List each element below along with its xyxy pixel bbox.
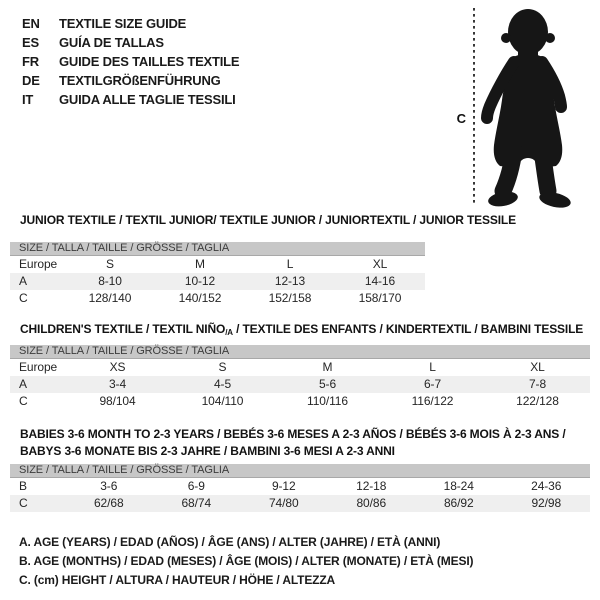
baby-silhouette-icon xyxy=(487,9,572,210)
language-code: IT xyxy=(22,92,34,107)
size-cell: XS xyxy=(109,360,126,374)
table-row xyxy=(10,359,590,376)
size-cell: 116/122 xyxy=(411,394,454,408)
size-header-bar: SIZE / TALLA / TAILLE / GRÖSSE / TAGLIA xyxy=(10,464,590,478)
size-cell: 10-12 xyxy=(184,274,216,288)
size-cell: XL xyxy=(530,360,545,374)
row-label: C xyxy=(19,394,28,408)
language-row xyxy=(22,52,239,71)
language-row xyxy=(22,33,239,52)
size-cell: M xyxy=(195,257,205,271)
babies-title-line2: BABYS 3-6 MONATE BIS 2-3 JAHRE / BAMBINI 3-6 MESI A 2-3 ANNI xyxy=(20,444,395,458)
baby-height-figure xyxy=(440,0,600,212)
size-cell: 24-36 xyxy=(531,479,562,493)
children-title-prefix: CHILDREN'S TEXTILE / TEXTIL NIÑO xyxy=(20,322,226,336)
language-code: FR xyxy=(22,54,39,69)
size-cell: XL xyxy=(372,257,388,271)
footnote-a: A. AGE (YEARS) / EDAD (AÑOS) / ÂGE (ANS) / ALTER (JAHRE) / ETÀ (ANNI) xyxy=(19,535,441,549)
size-cell: 98/104 xyxy=(99,394,136,408)
row-label: C xyxy=(19,496,28,510)
children-title-subscript: /A xyxy=(225,328,233,337)
size-cell: L xyxy=(286,257,294,271)
size-cell: 8-10 xyxy=(98,274,122,288)
size-cell: 92/98 xyxy=(531,496,562,510)
size-cell: M xyxy=(322,360,333,374)
size-cell: 12-13 xyxy=(274,274,306,288)
size-cell: 80/86 xyxy=(356,496,387,510)
language-title: TEXTILE SIZE GUIDE xyxy=(59,16,187,31)
size-cell: S xyxy=(106,257,114,271)
language-list xyxy=(22,14,239,109)
size-cell: 128/140 xyxy=(88,291,132,305)
babies-title-line1: BABIES 3-6 MONTH TO 2-3 YEARS / BEBÉS 3-6 MESES A 2-3 AÑOS / BÉBÉS 3-6 MOIS À 2-3 ANS / xyxy=(20,427,566,441)
size-cell: 18-24 xyxy=(443,479,474,493)
size-cell: 152/158 xyxy=(268,291,312,305)
size-cell: 6-9 xyxy=(187,479,205,493)
babies-size-table xyxy=(10,464,590,512)
language-row xyxy=(22,14,239,33)
size-header-bar: SIZE / TALLA / TAILLE / GRÖSSE / TAGLIA xyxy=(10,242,425,256)
size-cell: 140/152 xyxy=(178,291,222,305)
children-size-table xyxy=(10,345,590,410)
size-cell: 4-5 xyxy=(213,377,232,391)
table-row xyxy=(10,256,425,273)
language-title: GUÍA DE TALLAS xyxy=(59,35,164,50)
language-code: EN xyxy=(22,16,40,31)
size-cell: 122/128 xyxy=(516,394,559,408)
table-row xyxy=(10,393,590,410)
language-row xyxy=(22,90,239,109)
table-row xyxy=(10,290,425,307)
row-label: B xyxy=(19,479,27,493)
size-cell: L xyxy=(429,360,436,374)
size-cell: 7-8 xyxy=(528,377,547,391)
language-title: GUIDA ALLE TAGLIE TESSILI xyxy=(59,92,236,107)
size-cell: 5-6 xyxy=(318,377,337,391)
height-label-c: C xyxy=(456,111,466,126)
language-code: ES xyxy=(22,35,39,50)
row-label: A xyxy=(19,274,27,288)
size-cell: 3-4 xyxy=(108,377,127,391)
children-table-title xyxy=(20,322,583,337)
size-cell: 3-6 xyxy=(100,479,118,493)
table-row xyxy=(10,495,590,512)
footnote-c: C. (cm) HEIGHT / ALTURA / HAUTEUR / HÖHE / ALTEZZA xyxy=(19,573,336,587)
children-title-suffix: / TEXTILE DES ENFANTS / KINDERTEXTIL / BAMBINI TESSILE xyxy=(232,322,584,336)
size-cell: 74/80 xyxy=(268,496,299,510)
language-title: TEXTILGRÖßENFÜHRUNG xyxy=(59,73,221,88)
size-cell: 158/170 xyxy=(358,291,402,305)
size-cell: 86/92 xyxy=(443,496,474,510)
junior-size-table xyxy=(10,242,425,307)
footnote-b: B. AGE (MONTHS) / EDAD (MESES) / ÂGE (MOIS) / ALTER (MONATE) / ETÀ (MESI) xyxy=(19,554,474,568)
size-cell: S xyxy=(218,360,227,374)
size-cell: 14-16 xyxy=(364,274,396,288)
table-row xyxy=(10,376,590,393)
size-cell: 110/116 xyxy=(307,394,348,408)
size-cell: 9-12 xyxy=(271,479,296,493)
size-header-bar: SIZE / TALLA / TAILLE / GRÖSSE / TAGLIA xyxy=(10,345,590,359)
size-cell: 12-18 xyxy=(356,479,387,493)
row-label: C xyxy=(19,291,28,305)
language-code: DE xyxy=(22,73,40,88)
row-label: Europe xyxy=(19,257,58,271)
size-cell: 68/74 xyxy=(181,496,212,510)
junior-table-title: JUNIOR TEXTILE / TEXTIL JUNIOR/ TEXTILE JUNIOR / JUNIORTEXTIL / JUNIOR TESSILE xyxy=(20,213,516,227)
language-title: GUIDE DES TAILLES TEXTILE xyxy=(59,54,240,69)
row-label: Europe xyxy=(19,360,58,374)
size-cell: 6-7 xyxy=(423,377,442,391)
size-cell: 104/110 xyxy=(201,394,244,408)
footnotes xyxy=(19,533,473,590)
row-label: A xyxy=(19,377,27,391)
table-row xyxy=(10,478,590,495)
language-row xyxy=(22,71,239,90)
size-cell: 62/68 xyxy=(93,496,124,510)
table-row xyxy=(10,273,425,290)
babies-table-title xyxy=(20,426,566,460)
